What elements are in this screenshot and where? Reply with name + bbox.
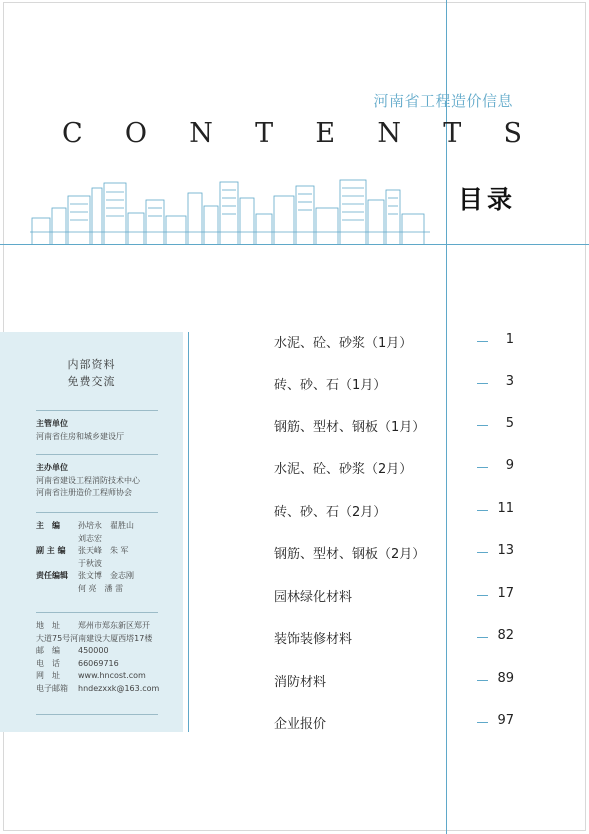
toc-dash xyxy=(477,595,488,596)
contents-letter: N xyxy=(377,118,401,149)
toc-entry-page: 17 xyxy=(497,586,514,601)
editor-names: 孙培永 翟胜山 xyxy=(78,521,134,530)
address-value-2: 大道75号河南建设大厦西塔17楼 xyxy=(36,633,153,643)
contents-heading xyxy=(62,118,522,149)
sponsor-value: 河南省住房和城乡建设厅 xyxy=(36,431,124,441)
toc-entry[interactable] xyxy=(274,416,514,436)
publication-name: 河南省工程造价信息 xyxy=(373,92,513,110)
sidebar-heading xyxy=(0,356,183,390)
toc-entry[interactable] xyxy=(274,543,514,563)
contents-letter: S xyxy=(503,118,522,149)
sidebar-edge-line xyxy=(188,332,189,732)
contents-letter: N xyxy=(189,118,213,149)
organizer-value-2: 河南省注册造价工程师协会 xyxy=(36,488,132,497)
sidebar-divider xyxy=(36,714,158,715)
address-label: 地 址 xyxy=(36,621,60,630)
website-label: 网 址 xyxy=(36,671,60,680)
toc-entry-page: 82 xyxy=(497,628,514,643)
toc-entry-title: 砖、砂、石（2月） xyxy=(274,505,387,520)
toc-entry[interactable] xyxy=(274,713,514,733)
sponsor-label: 主管单位 xyxy=(36,419,68,428)
contents-letter: T xyxy=(255,118,274,149)
responsible-editor-names: 张文博 金志刚 xyxy=(78,571,134,580)
sidebar-divider xyxy=(36,410,158,411)
toc-dash xyxy=(477,680,488,681)
zip-label: 邮 编 xyxy=(36,646,60,655)
contents-letter: O xyxy=(124,118,148,149)
toc-entry-page: 13 xyxy=(497,543,514,558)
editors-block xyxy=(36,520,134,595)
toc-dash xyxy=(477,425,488,426)
sidebar-divider xyxy=(36,512,158,513)
editor-names: 刘志宏 xyxy=(78,533,102,543)
toc-entry[interactable] xyxy=(274,671,514,691)
toc-dash xyxy=(477,341,488,342)
website-value: www.hncost.com xyxy=(78,671,146,680)
toc-entry[interactable] xyxy=(274,374,514,394)
toc-entry-title: 钢筋、型材、钢板（2月） xyxy=(274,547,426,562)
toc-entry-page: 5 xyxy=(505,416,514,431)
toc-entry[interactable] xyxy=(274,628,514,648)
responsible-editor-names: 何 亮 潘 雷 xyxy=(78,583,124,593)
contents-letter: C xyxy=(62,118,83,149)
toc-entry-page: 3 xyxy=(505,374,514,389)
toc-entry-title: 园林绿化材料 xyxy=(274,590,353,605)
toc-entry[interactable] xyxy=(274,501,514,521)
info-sidebar xyxy=(0,332,183,732)
toc-entry-page: 9 xyxy=(505,458,514,473)
toc-dash xyxy=(477,467,488,468)
toc-dash xyxy=(477,552,488,553)
organizer-value-1: 河南省建设工程消防技术中心 xyxy=(36,475,140,485)
toc-entry-title: 企业报价 xyxy=(274,717,327,732)
toc-entry-title: 装饰装修材料 xyxy=(274,632,353,647)
organizer-label: 主办单位 xyxy=(36,463,68,472)
free-exchange-label: 免费交流 xyxy=(67,375,116,388)
contents-letter: E xyxy=(315,118,336,149)
toc-entry-title: 水泥、砼、砂浆（1月） xyxy=(274,336,413,351)
editor-label: 主 编 xyxy=(36,521,60,530)
deputy-editor-names: 于秋波 xyxy=(78,558,102,568)
toc-dash xyxy=(477,637,488,638)
toc-entry-page: 89 xyxy=(497,671,514,686)
toc-entry[interactable] xyxy=(274,458,514,478)
toc-entry-title: 钢筋、型材、钢板（1月） xyxy=(274,420,426,435)
sidebar-divider xyxy=(36,454,158,455)
city-skyline-illustration xyxy=(30,178,430,245)
toc-entry-page: 1 xyxy=(505,332,514,347)
phone-label: 电 话 xyxy=(36,658,60,668)
internal-material-label: 内部资料 xyxy=(67,358,116,371)
toc-dash xyxy=(477,383,488,384)
mulu-title: 目录 xyxy=(458,185,517,214)
deputy-editor-label: 副 主 编 xyxy=(36,546,66,555)
sponsor-block xyxy=(36,418,124,443)
phone-value: 66069716 xyxy=(78,658,119,668)
toc-entry-title: 砖、砂、石（1月） xyxy=(274,378,387,393)
toc-entry-title: 消防材料 xyxy=(274,675,327,690)
zip-value: 450000 xyxy=(78,646,109,655)
email-value: hndezxxk@163.com xyxy=(78,683,160,693)
toc-entry-title: 水泥、砼、砂浆（2月） xyxy=(274,462,413,477)
toc-entry-page: 11 xyxy=(497,501,514,516)
organizer-block xyxy=(36,462,140,500)
contact-block xyxy=(36,620,159,695)
toc-entry[interactable] xyxy=(274,586,514,606)
responsible-editor-label: 责任编辑 xyxy=(36,571,68,580)
address-value: 郑州市郑东新区郑开 xyxy=(78,621,150,630)
toc-dash xyxy=(477,510,488,511)
email-label: 电子邮箱 xyxy=(36,683,68,693)
toc-dash xyxy=(477,722,488,723)
toc-entry[interactable] xyxy=(274,332,514,352)
deputy-editor-names: 张天峰 朱 军 xyxy=(78,546,129,555)
toc-entry-page: 97 xyxy=(497,713,514,728)
sidebar-divider xyxy=(36,612,158,613)
contents-letter: T xyxy=(443,118,462,149)
